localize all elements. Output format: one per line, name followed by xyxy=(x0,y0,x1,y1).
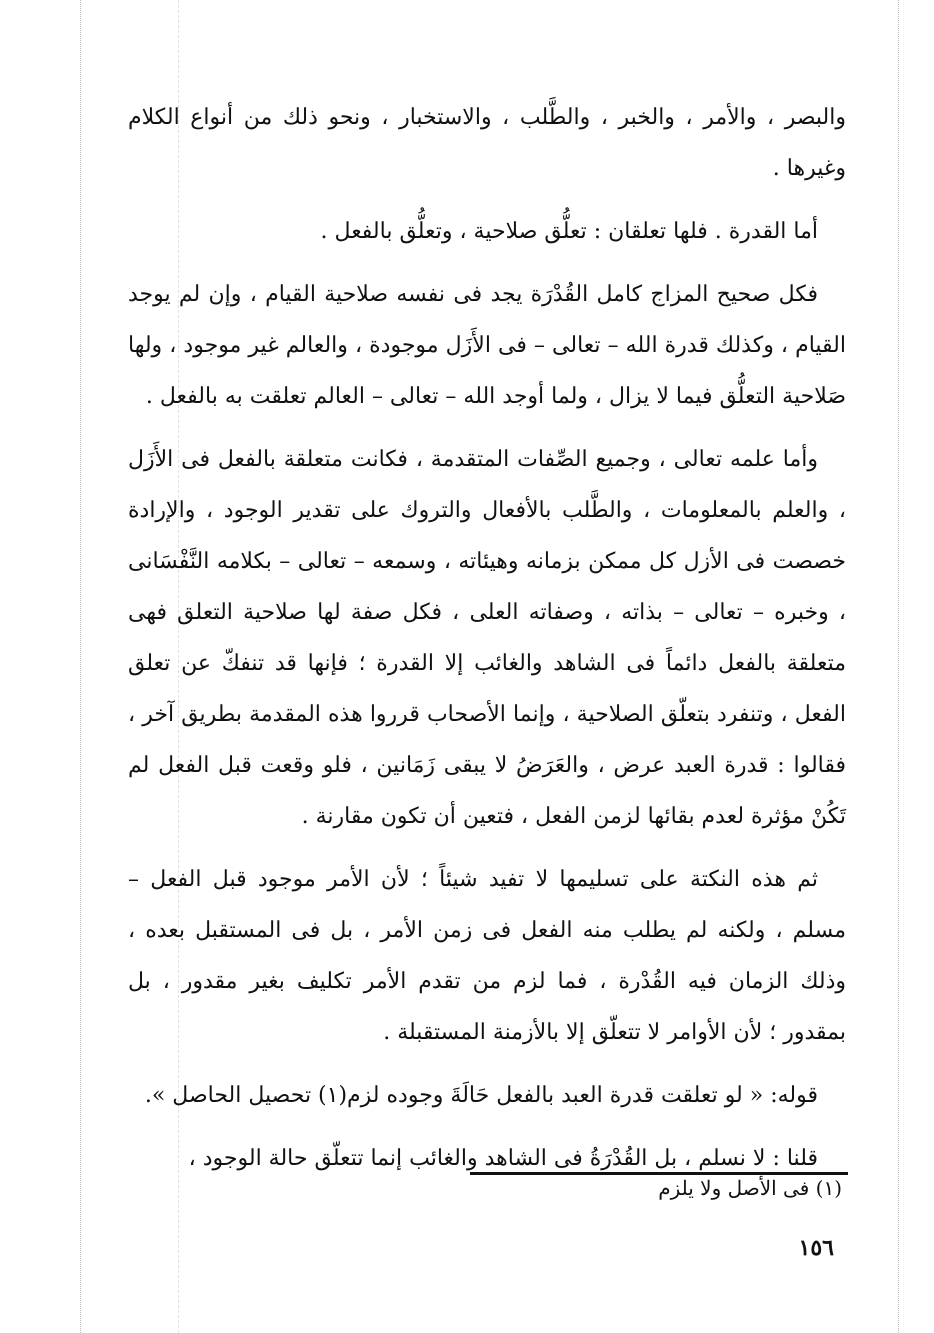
footnote: (١) فى الأصل ولا يلزم xyxy=(658,1176,842,1200)
scan-edge-left xyxy=(80,0,81,1333)
paragraph-5: ثم هذه النكتة على تسليمها لا تفيد شيئاً ؛ لأن الأمر موجود قبل الفعل – مسلم ، ولكنه لم يطلب منه الفعل فى زمن الأمر ، بل فى المستقبل بعده ، وذلك الزمان فيه القُدْرة ، فما لزم من تقدم الأمر تكليف بغير مقدور ، بل بمقدور ؛ لأن الأوامر لا تتعلّق إلا بالأزمنة المستقبلة . xyxy=(128,867,846,1045)
paragraph-3: فكل صحيح المزاج كامل القُدْرَة يجد فى نفسه صلاحية القيام ، وإن لم يوجد القيام ، وكذلك قدرة الله – تعالى – فى الأَزَل موجودة ، والعالم غير موجود ، ولها صَلاحية التعلُّق فيما لا يزال ، ولما أوجد الله – تعالى – العالم تعلقت به بالفعل . xyxy=(128,282,846,409)
scan-edge-right xyxy=(898,0,899,1333)
paragraph-2: أما القدرة . فلها تعلقان : تعلُّق صلاحية ، وتعلُّق بالفعل . xyxy=(320,219,818,244)
body-text xyxy=(128,92,846,1196)
paragraph-7: قلنا : لا نسلم ، بل القُدْرَةُ فى الشاهد والغائب إنما تتعلّق حالة الوجود ، xyxy=(188,1146,818,1171)
paragraph-6: قوله: « لو تعلقت قدرة العبد بالفعل حَالَةَ وجوده لزم(١) تحصيل الحاصل ». xyxy=(144,1083,818,1108)
paragraph-4: وأما علمه تعالى ، وجميع الصِّفات المتقدمة ، فكانت متعلقة بالفعل فى الأَزَل ، والعلم بالمعلومات ، والطَّلب بالأفعال والتروك على تقدير الوجود ، والإرادة خصصت فى الأزل كل ممكن بزمانه وهيئاته ، وسمعه – تعالى – بكلامه النَّفْسَانى ، وخبره – تعالى – بذاته ، وصفاته العلى ، فكل صفة لها صلاحية التعلق فهى متعلقة بالفعل دائماً فى الشاهد والغائب إلا القدرة ؛ فإنها قد تنفكّ عن تعلق الفعل ، وتنفرد بتعلّق الصلاحية ، وإنما الأصحاب قرروا هذه المقدمة بطريق آخر ، فقالوا : قدرة العبد عرض ، والعَرَضُ لا يبقى زَمَانين ، فلو وقعت قبل الفعل لم تَكُنْ مؤثرة لعدم بقائها لزمن الفعل ، فتعين أن تكون مقارنة . xyxy=(128,447,846,829)
page-number: ١٥٦ xyxy=(798,1235,834,1261)
paragraph-1: والبصر ، والأمر ، والخبر ، والطَّلب ، والاستخبار ، ونحو ذلك من أنواع الكلام وغيرها . xyxy=(128,105,846,181)
